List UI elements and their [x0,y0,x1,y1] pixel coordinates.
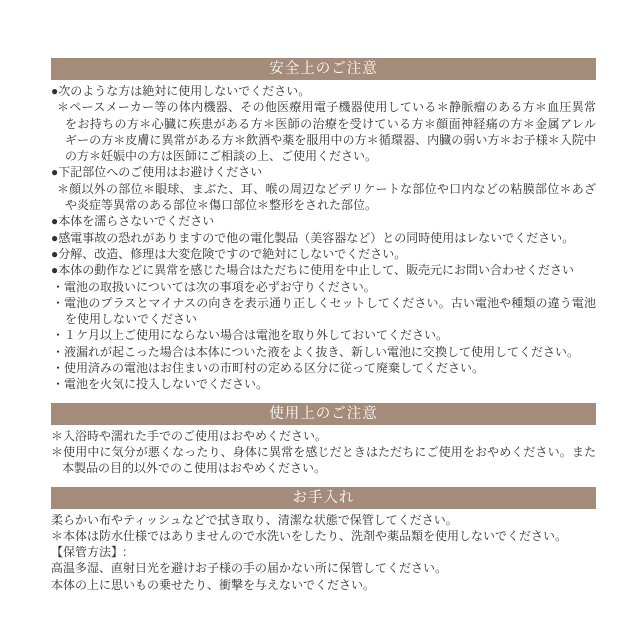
section-heading-bar [51,58,596,80]
notice-item: ・液漏れが起こった場合は本体についた液をよく抜き、新しい電池に交換して使用してください。 [52,344,580,359]
section-care [51,487,596,603]
notice-item: ・電池の取扱いについては次の事項を必ずお守りください。 [52,279,376,294]
section-body [51,509,596,603]
notice-item: ＊入浴時や濡れた手でのご使用はおやめください。 [51,428,328,443]
notice-item: ●下記部位へのご使用はお避けください [51,165,263,180]
section-safety [51,58,596,403]
notice-item: ●分解、改造、修理は大変危険ですので絶対にしないでください。 [51,246,407,261]
section-body [51,425,596,487]
safety-document [51,58,596,603]
notice-item: ・１ケ月以上ご使用にならない場合は電池を取り外しておいてください。 [52,328,449,343]
section-heading-bar [51,487,596,509]
notice-item: ＊ペースメーカー等の体内機器、その他医療用電子機器使用している＊静脈瘤のある方＊血圧異常をお持ちの方＊心臓に疾患がある方＊医師の治療を受けている方＊顔面神経痛の方＊金属アレルギーの方＊皮膚に異常がある方＊飲酒や薬を服用中の方＊循環器、内臓の弱い方＊お子様＊入院中の方＊妊娠中の方は医師にご相談の上、ご使用ください。 [57,100,596,164]
notice-item: 高温多湿、直射日光を避けお子様の手の届かない所に保管してください。 [51,561,448,576]
section-body [51,80,596,403]
notice-item: ・電池のプラスとマイナスの向きを表示通り正しくセットしてください。古い電池や種類の違う電池を使用しないでください [52,295,596,327]
section-heading: 使用上のご注意 [269,405,378,422]
notice-item: ＊顔以外の部位＊眼球、まぶた、耳、喉の周辺などデリケートな部位や口内などの粘膜部位＊あざや炎症等異常のある部位＊傷口部位＊整形をされた部位。 [57,181,596,213]
notice-item: ●次のような方は絶対に使用しないでください。 [51,84,311,98]
notice-item: ●本体の動作などに異常を感じた場合はただちに使用を中止して、販売元にお問い合わせください [51,263,575,278]
section-heading: 安全上のご注意 [269,61,378,77]
notice-item: 柔らかい布やティッシュなどで拭き取り、清潔な状態で保管してください。 [51,512,458,527]
section-usage [51,403,596,487]
notice-item: ・使用済みの電池はお住まいの市町村の定める区分に従って廃棄してください。 [52,361,485,376]
notice-item: 本体の上に思いもの乗せたり、衝撃を与えないでください。 [51,577,376,592]
section-heading-bar [51,403,596,425]
notice-item: ＊使用中に気分が悪くなったり、身体に異常を感じだときはただちにご使用をおやめください。また本製品の目的以外でのこ使用はおやめください。 [51,444,596,476]
notice-item: ●感電事故の恐れがありますので他の電化製品（美容器など）との同時使用はレないでください。 [51,230,575,245]
notice-item: ＊本体は防水仕様ではありませんので水洗いをしたり、洗剤や薬品類を使用しないでください。 [51,528,568,543]
section-heading: お手入れ [292,489,355,506]
notice-item: ●本体を濡らさないでください [51,214,215,229]
notice-item: ・電池を火気に投入しないでください。 [52,377,269,392]
notice-item: 【保管方法】: [51,545,127,560]
